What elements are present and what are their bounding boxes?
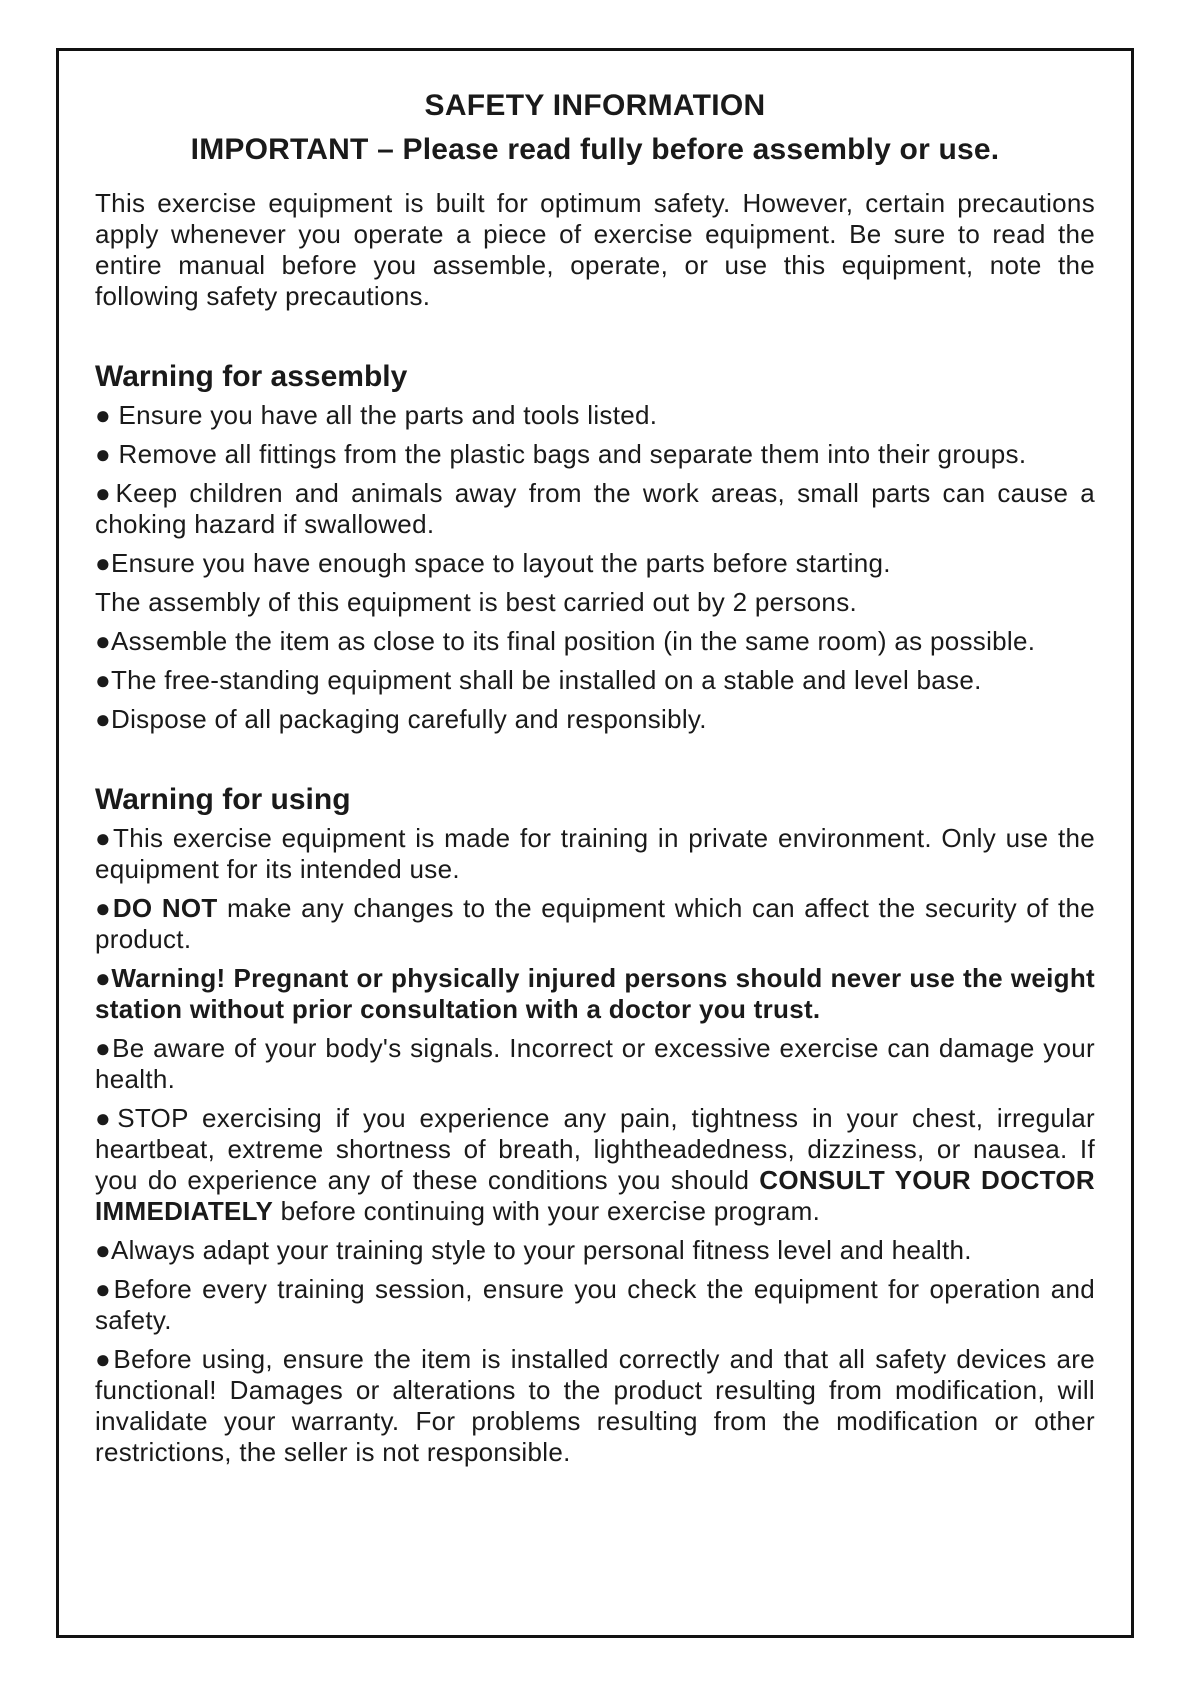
- pregnancy-warning: ●Warning! Pregnant or physically injured persons should never use the weight station without prior consultation with a doctor you trust.: [95, 963, 1095, 1024]
- intro-paragraph: This exercise equipment is built for optimum safety. However, certain precautions apply whenever you operate a piece of exercise equipment. Be sure to read the entire manual before you assemble, operate, or use this equipment, note the following safety precautions.: [95, 188, 1095, 311]
- using-item: ●This exercise equipment is made for training in private environment. Only use the equipment for its intended use.: [95, 823, 1095, 884]
- using-item: ●Before using, ensure the item is installed correctly and that all safety devices are functional! Damages or alterations to the product resulting from modification, will invalidate your warranty. For problems resulting from the modification or other restrictions, the seller is not responsible.: [95, 1344, 1095, 1467]
- assembly-item: ●The free-standing equipment shall be installed on a stable and level base.: [95, 665, 982, 695]
- using-item: [95, 893, 1095, 955]
- assembly-item: ●Assemble the item as close to its final position (in the same room) as possible.: [95, 626, 1036, 656]
- assembly-item: ●Keep children and animals away from the work areas, small parts can cause a choking hazard if swallowed.: [95, 478, 1095, 539]
- assembly-section: [95, 358, 1095, 735]
- using-heading: Warning for using: [95, 783, 351, 816]
- consult-doctor-emphasis: CONSULT YOUR DOCTOR IMMEDIATELY: [95, 1165, 1095, 1226]
- do-not-emphasis: ●DO NOT: [95, 893, 218, 923]
- using-item-text: ●STOP exercising if you experience any pain, tightness in your chest, irregular heartbeat, extreme shortness of breath, lightheadedness, dizziness, or nausea. If you do experience any of these conditions you should: [95, 1103, 1095, 1195]
- using-item-text: before continuing with your exercise program.: [273, 1196, 821, 1226]
- assembly-item: ● Remove all fittings from the plastic bags and separate them into their groups.: [95, 439, 1027, 469]
- assembly-item: ●Ensure you have enough space to layout the parts before starting.: [95, 548, 891, 578]
- using-item: ●Be aware of your body's signals. Incorrect or excessive exercise can damage your health.: [95, 1033, 1095, 1094]
- assembly-item: ●Dispose of all packaging carefully and responsibly.: [95, 704, 707, 734]
- assembly-item: The assembly of this equipment is best carried out by 2 persons.: [95, 587, 858, 617]
- using-item: ●Before every training session, ensure you check the equipment for operation and safety.: [95, 1274, 1095, 1335]
- assembly-item: ● Ensure you have all the parts and tools listed.: [95, 400, 658, 430]
- assembly-heading: Warning for assembly: [95, 360, 408, 393]
- document-subtitle: IMPORTANT – Please read fully before assembly or use.: [190, 133, 1000, 166]
- safety-document: [95, 86, 1095, 1476]
- using-section: [95, 781, 1095, 1468]
- document-title: SAFETY INFORMATION: [424, 89, 766, 122]
- using-item: ●Always adapt your training style to your personal fitness level and health.: [95, 1235, 972, 1265]
- using-item-text: make any changes to the equipment which can affect the security of the product.: [95, 893, 1096, 954]
- using-item: [95, 1103, 1095, 1227]
